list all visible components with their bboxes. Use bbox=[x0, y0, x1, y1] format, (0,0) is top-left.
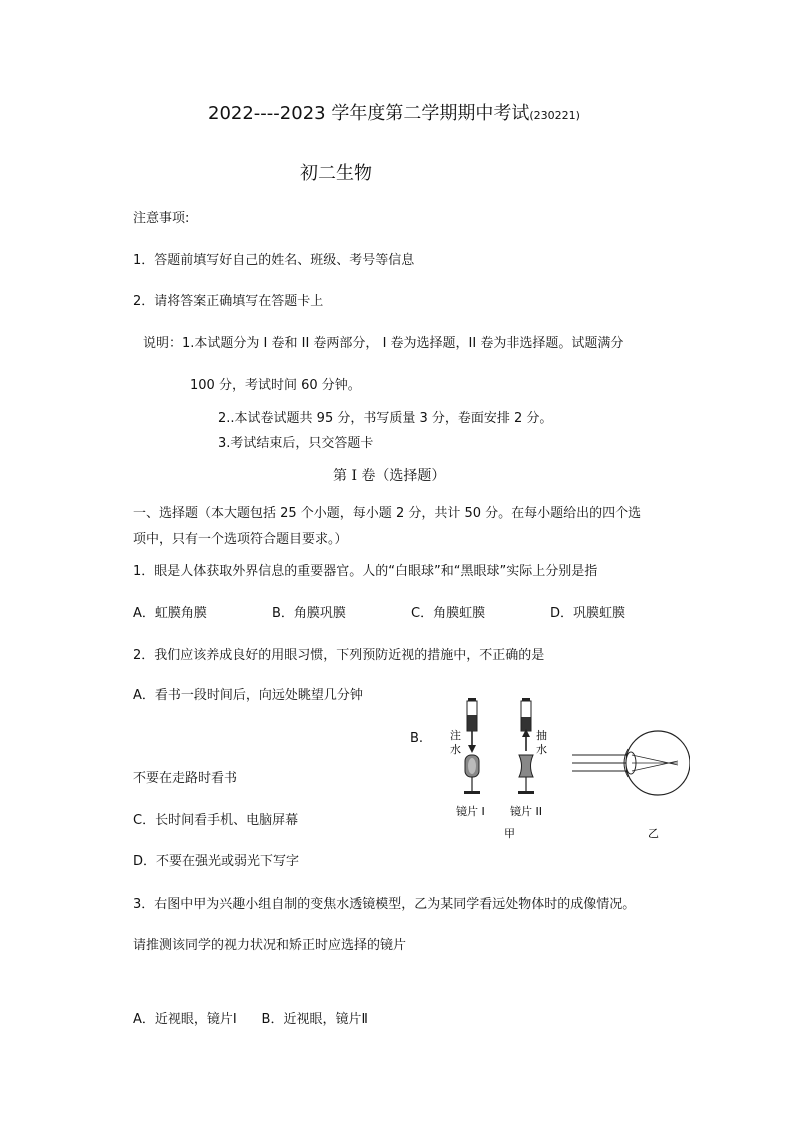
lens-1-label: 镜片 I bbox=[456, 805, 485, 818]
extract-label-1: 抽 bbox=[536, 729, 547, 742]
q3-stem: 3．右图中甲为兴趣小组自制的变焦水透镜模型，乙为某同学看远处物体时的成像情况。 bbox=[133, 897, 636, 912]
instructions-line-2: 2..本试卷试题共 95 分，书写质量 3 分，卷面安排 2 分。 bbox=[218, 411, 553, 426]
q3-options-ab: A．近视眼，镜片Ⅰ B．近视眼，镜片Ⅱ bbox=[133, 1012, 368, 1027]
q1-option-b: B．角膜巩膜 bbox=[272, 606, 346, 621]
instructions-line-1-cont: 100 分，考试时间 60 分钟。 bbox=[190, 378, 361, 393]
q2-option-c: C．长时间看手机、电脑屏幕 bbox=[133, 813, 299, 828]
q1-option-a: A．虹膜角膜 bbox=[133, 606, 207, 621]
exam-title bbox=[208, 103, 580, 127]
extract-label-2: 水 bbox=[536, 743, 547, 756]
q3-stem-2: 请推测该同学的视力状况和矫正时应选择的镜片 bbox=[133, 938, 407, 953]
section-intro-2: 项中，只有一个选项符合题目要求。） bbox=[133, 532, 348, 547]
figure-jia-label: 甲 bbox=[504, 827, 515, 840]
lens-2-label: 镜片 II bbox=[510, 805, 542, 818]
q1-option-c: C．角膜虹膜 bbox=[411, 606, 486, 621]
q2-option-b-label: B. bbox=[410, 731, 424, 746]
q1-stem: 1．眼是人体获取外界信息的重要器官。人的“白眼球”和“黑眼球”实际上分别是指 bbox=[133, 564, 598, 579]
section-intro-1: 一、选择题（本大题包括 25 个小题，每小题 2 分，共计 50 分。在每小题给出的四个选 bbox=[133, 506, 642, 521]
inject-label-2: 水 bbox=[450, 743, 461, 756]
part-heading: 第 I 卷（选择题） bbox=[333, 468, 446, 484]
inject-label-1: 注 bbox=[450, 729, 461, 742]
instructions-line-1: 说明：1.本试题分为 I 卷和 II 卷两部分， I 卷为选择题，II 卷为非选择题。试题满分 bbox=[143, 336, 624, 351]
figure-yi-label: 乙 bbox=[648, 827, 659, 840]
instructions-line-3: 3.考试结束后，只交答题卡 bbox=[218, 436, 374, 451]
notes-heading: 注意事项: bbox=[133, 211, 190, 226]
q2-stem: 2．我们应该养成良好的用眼习惯，下列预防近视的措施中，不正确的是 bbox=[133, 648, 545, 663]
eye-diagram bbox=[572, 731, 690, 795]
lens-2-apparatus bbox=[518, 698, 534, 794]
q1-option-d: D．巩膜虹膜 bbox=[550, 606, 626, 621]
q2-option-a: A．看书一段时间后，向远处眺望几分钟 bbox=[133, 688, 363, 703]
lens-1-apparatus bbox=[464, 698, 480, 794]
q2-option-b-text: 不要在走路时看书 bbox=[133, 771, 238, 786]
subject-title: 初二生物 bbox=[300, 163, 372, 184]
q2-option-d: D．不要在强光或弱光下写字 bbox=[133, 854, 300, 869]
lens-eye-figure bbox=[420, 693, 690, 843]
notes-item-2: 2．请将答案正确填写在答题卡上 bbox=[133, 294, 324, 309]
exam-title-text: 2022----2023 学年度第二学期期中考试 bbox=[208, 103, 530, 124]
exam-code: (230221) bbox=[529, 109, 580, 122]
notes-item-1: 1．答题前填写好自己的姓名、班级、考号等信息 bbox=[133, 253, 415, 268]
